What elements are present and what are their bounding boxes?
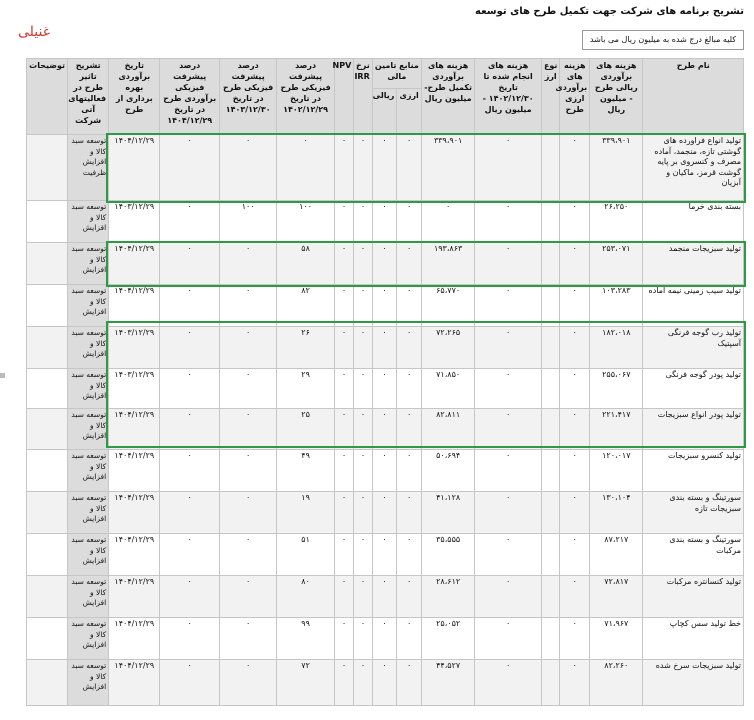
- cell-spent: ۰: [475, 409, 542, 450]
- cell-progress-1402: ۵۸: [277, 243, 334, 285]
- table-row: [27, 450, 744, 492]
- cell-progress-1404: ۰: [160, 201, 219, 243]
- cell-progress-1403: ۰: [219, 576, 276, 618]
- cell-fin-fx: ۰: [397, 243, 422, 285]
- cell-cost-rial: ۱۳۰،۱۰۴: [590, 492, 643, 534]
- cell-progress-1403: ۱۰۰: [219, 201, 276, 243]
- cell-progress-1402: ۲۵: [277, 409, 334, 450]
- cell-remaining: ۷۱،۸۵۰: [421, 369, 474, 409]
- cell-fx-type: [541, 660, 559, 706]
- cell-fin-fx: ۰: [397, 409, 422, 450]
- header-progress-1402: درصد پیشرفت فیزیکی طرح در تاریخ ۱۴۰۲/۱۲/۲۹: [277, 59, 334, 135]
- cell-fin-rial: ۰: [372, 327, 397, 369]
- cell-notes: [27, 492, 68, 534]
- cell-npv: ۰: [334, 576, 353, 618]
- cell-progress-1404: ۰: [160, 135, 219, 201]
- header-fx-type: نوع ارز: [541, 59, 559, 135]
- cell-progress-1403: ۰: [219, 369, 276, 409]
- cell-name: بسته بندی خرما: [643, 201, 744, 243]
- cell-cost-rial: ۸۷،۲۱۷: [590, 534, 643, 576]
- cell-fin-rial: ۰: [372, 576, 397, 618]
- cell-remaining: ۶۵،۷۷۰: [421, 285, 474, 327]
- cell-impact: توسعه سبد کالا و افزایش: [68, 450, 109, 492]
- cell-progress-1403: ۰: [219, 409, 276, 450]
- cell-fin-fx: ۰: [397, 618, 422, 660]
- cell-cost-fx: ۰: [560, 285, 590, 327]
- cell-fin-rial: ۰: [372, 135, 397, 201]
- header-progress-1404: درصد پیشرفت فیزیکی برآوردی طرح در تاریخ ۱۴۰۴/۱۲/۲۹: [160, 59, 219, 135]
- cell-irr: ۰: [354, 135, 372, 201]
- header-spent: هزینه های انجام شده تا تاریخ ۱۴۰۲/۱۲/۳۰ - میلیون ریال: [475, 59, 542, 135]
- cell-progress-1404: ۰: [160, 285, 219, 327]
- cell-impact: توسعه سبد کالا و افزایش: [68, 327, 109, 369]
- cell-fin-fx: ۰: [397, 327, 422, 369]
- cell-fin-fx: ۰: [397, 201, 422, 243]
- cell-progress-1403: ۰: [219, 660, 276, 706]
- cell-fin-rial: ۰: [372, 660, 397, 706]
- cell-notes: [27, 243, 68, 285]
- cell-fin-fx: ۰: [397, 369, 422, 409]
- cell-cost-fx: ۰: [560, 409, 590, 450]
- cell-operation-date: ۱۴۰۴/۱۲/۲۹: [109, 409, 160, 450]
- cell-spent: ۰: [475, 492, 542, 534]
- cell-name: خط تولید سس کچاپ: [643, 618, 744, 660]
- unit-note: کلیه مبالغ درج شده به میلیون ریال می باشد: [582, 30, 744, 50]
- cell-notes: [27, 534, 68, 576]
- cell-operation-date: ۱۴۰۳/۱۲/۲۹: [109, 369, 160, 409]
- cell-spent: ۰: [475, 576, 542, 618]
- table-row: [27, 285, 744, 327]
- table-row: [27, 660, 744, 706]
- cell-fin-rial: ۰: [372, 285, 397, 327]
- cell-notes: [27, 285, 68, 327]
- cell-name: تولید سبزیجات منجمد: [643, 243, 744, 285]
- cell-fx-type: [541, 534, 559, 576]
- cell-irr: ۰: [354, 534, 372, 576]
- cell-progress-1404: ۰: [160, 327, 219, 369]
- cell-name: تولید انواع فراورده های گوشتی تازه، منجمد، آماده مصرف و کنسروی بر پایه گوشت قرمز، ماکیان و آبزیان: [643, 135, 744, 201]
- cell-operation-date: ۱۴۰۴/۱۲/۲۹: [109, 618, 160, 660]
- cell-impact: توسعه سبد کالا و افزایش: [68, 618, 109, 660]
- cell-impact: توسعه سبد کالا و افزایش: [68, 660, 109, 706]
- cell-progress-1404: ۰: [160, 618, 219, 660]
- table-row: [27, 492, 744, 534]
- table-row: [27, 201, 744, 243]
- cell-name: سورتینگ و بسته بندی سبزیجات تازه: [643, 492, 744, 534]
- table-row: [27, 243, 744, 285]
- cell-notes: [27, 201, 68, 243]
- cell-progress-1403: ۰: [219, 534, 276, 576]
- cell-irr: ۰: [354, 327, 372, 369]
- table-row: [27, 409, 744, 450]
- cell-progress-1402: ۴۹: [277, 450, 334, 492]
- cell-irr: ۰: [354, 576, 372, 618]
- cell-fin-rial: ۰: [372, 409, 397, 450]
- cell-remaining: ۷۲،۲۶۵: [421, 327, 474, 369]
- cell-notes: [27, 450, 68, 492]
- cell-remaining: ۳۵،۵۵۵: [421, 534, 474, 576]
- table-row: [27, 135, 744, 201]
- cell-spent: ۰: [475, 285, 542, 327]
- cell-name: تولید پودر گوجه فرنگی: [643, 369, 744, 409]
- cell-fx-type: [541, 201, 559, 243]
- cell-fin-fx: ۰: [397, 660, 422, 706]
- cell-operation-date: ۱۴۰۴/۱۲/۲۹: [109, 285, 160, 327]
- cell-cost-fx: ۰: [560, 369, 590, 409]
- cell-impact: توسعه سبد کالا و افزایش ظرفیت: [68, 135, 109, 201]
- cell-remaining: ۸۲،۸۱۱: [421, 409, 474, 450]
- cell-impact: توسعه سبد کالا و افزایش: [68, 201, 109, 243]
- cell-fin-fx: ۰: [397, 450, 422, 492]
- cell-progress-1402: ۲۹: [277, 369, 334, 409]
- cell-notes: [27, 369, 68, 409]
- projects-table: [26, 58, 744, 706]
- cell-cost-fx: ۰: [560, 450, 590, 492]
- cell-cost-fx: ۰: [560, 135, 590, 201]
- header-operation-date: تاریخ برآوردی بهره برداری از طرح: [109, 59, 160, 135]
- cell-irr: ۰: [354, 492, 372, 534]
- cell-fin-rial: ۰: [372, 534, 397, 576]
- header-irr: نرخ IRR: [354, 59, 372, 135]
- cell-progress-1403: ۰: [219, 327, 276, 369]
- cell-spent: ۰: [475, 660, 542, 706]
- cell-npv: ۰: [334, 327, 353, 369]
- cell-fin-rial: ۰: [372, 369, 397, 409]
- cell-cost-rial: ۱۸۲،۰۱۸: [590, 327, 643, 369]
- cell-operation-date: ۱۴۰۴/۱۲/۲۹: [109, 534, 160, 576]
- cell-cost-rial: ۳۳۹،۹۰۱: [590, 135, 643, 201]
- cell-cost-fx: ۰: [560, 201, 590, 243]
- header-impact: تشریح تاثیر طرح در فعالیتهای آتی شرکت: [68, 59, 109, 135]
- cell-cost-fx: ۰: [560, 660, 590, 706]
- cell-fx-type: [541, 492, 559, 534]
- cell-cost-rial: ۲۶،۲۵۰: [590, 201, 643, 243]
- cell-operation-date: ۱۴۰۴/۱۲/۲۹: [109, 135, 160, 201]
- cell-spent: ۰: [475, 327, 542, 369]
- cell-progress-1403: ۰: [219, 450, 276, 492]
- cell-fx-type: [541, 135, 559, 201]
- cell-remaining: ۴۱،۱۲۸: [421, 492, 474, 534]
- cell-remaining: ۱۹۳،۸۶۳: [421, 243, 474, 285]
- cell-progress-1404: ۰: [160, 492, 219, 534]
- cell-spent: ۰: [475, 243, 542, 285]
- header-progress-1403: درصد پیشرفت فیزیکی طرح در تاریخ ۱۴۰۳/۱۲/۳۰: [219, 59, 276, 135]
- cell-irr: ۰: [354, 285, 372, 327]
- cell-remaining: ۵۰،۶۹۴: [421, 450, 474, 492]
- cell-fin-fx: ۰: [397, 534, 422, 576]
- cell-spent: ۰: [475, 369, 542, 409]
- cell-irr: ۰: [354, 409, 372, 450]
- cell-operation-date: ۱۴۰۳/۱۲/۲۹: [109, 201, 160, 243]
- cell-notes: [27, 135, 68, 201]
- cell-fin-fx: ۰: [397, 285, 422, 327]
- cell-progress-1402: ۸۰: [277, 576, 334, 618]
- cell-progress-1403: ۰: [219, 285, 276, 327]
- cell-irr: ۰: [354, 201, 372, 243]
- cell-fx-type: [541, 576, 559, 618]
- cell-name: تولید رب گوجه فرنگی آسپتیک: [643, 327, 744, 369]
- cell-irr: ۰: [354, 660, 372, 706]
- cell-operation-date: ۱۴۰۳/۱۲/۲۹: [109, 327, 160, 369]
- cell-fin-fx: ۰: [397, 576, 422, 618]
- cell-fin-rial: ۰: [372, 492, 397, 534]
- cell-remaining: ۰: [421, 201, 474, 243]
- cell-fin-rial: ۰: [372, 618, 397, 660]
- header-npv: NPV: [334, 59, 353, 135]
- cell-progress-1402: ۷۲: [277, 660, 334, 706]
- cell-cost-rial: ۷۱،۹۶۷: [590, 618, 643, 660]
- cell-cost-rial: ۲۲۱،۴۱۷: [590, 409, 643, 450]
- cell-operation-date: ۱۴۰۴/۱۲/۲۹: [109, 243, 160, 285]
- cell-cost-fx: ۰: [560, 243, 590, 285]
- cell-impact: توسعه سبد کالا و افزایش: [68, 409, 109, 450]
- cell-progress-1402: ۰: [277, 135, 334, 201]
- cell-progress-1402: ۲۶: [277, 327, 334, 369]
- cell-cost-fx: ۰: [560, 327, 590, 369]
- cell-name: تولید کنسانتره مرکبات: [643, 576, 744, 618]
- cell-name: تولید کنسرو سبزیجات: [643, 450, 744, 492]
- cell-progress-1404: ۰: [160, 576, 219, 618]
- cell-cost-rial: ۱۰۳،۲۸۳: [590, 285, 643, 327]
- header-cost-rial: هزینه های برآوردی ریالی طرح - میلیون ریال: [590, 59, 643, 135]
- cell-name: تولید پودر انواع سبزیجات: [643, 409, 744, 450]
- page-title: تشریح برنامه های شرکت جهت تکمیل طرح های توسعه: [475, 6, 744, 17]
- cell-notes: [27, 327, 68, 369]
- cell-npv: ۰: [334, 201, 353, 243]
- cell-fin-fx: ۰: [397, 492, 422, 534]
- cell-impact: توسعه سبد کالا و افزایش: [68, 534, 109, 576]
- cell-cost-rial: ۱۲۰،۰۱۷: [590, 450, 643, 492]
- cell-spent: ۰: [475, 450, 542, 492]
- cell-fin-rial: ۰: [372, 450, 397, 492]
- cell-fx-type: [541, 285, 559, 327]
- header-fin-fx: ارزی: [397, 89, 422, 135]
- cell-npv: ۰: [334, 660, 353, 706]
- header-financing: منابع تامین مالی: [372, 59, 421, 89]
- cell-spent: ۰: [475, 618, 542, 660]
- cell-notes: [27, 409, 68, 450]
- cell-progress-1403: ۰: [219, 243, 276, 285]
- table-row: [27, 576, 744, 618]
- cell-cost-fx: ۰: [560, 534, 590, 576]
- cell-remaining: ۲۸،۶۱۲: [421, 576, 474, 618]
- cell-fx-type: [541, 327, 559, 369]
- cell-cost-rial: ۸۲،۲۶۰: [590, 660, 643, 706]
- cell-spent: ۰: [475, 135, 542, 201]
- cell-operation-date: ۱۴۰۴/۱۲/۲۹: [109, 492, 160, 534]
- cell-progress-1404: ۰: [160, 369, 219, 409]
- cell-fin-fx: ۰: [397, 135, 422, 201]
- header-notes: توضیحات: [27, 59, 68, 135]
- table-row: [27, 618, 744, 660]
- header-remaining: هزینه های برآوردی تکمیل طرح- میلیون ریال: [421, 59, 474, 135]
- cell-irr: ۰: [354, 369, 372, 409]
- cell-npv: ۰: [334, 369, 353, 409]
- cell-remaining: ۲۵،۰۵۲: [421, 618, 474, 660]
- cell-npv: ۰: [334, 618, 353, 660]
- cell-npv: ۰: [334, 409, 353, 450]
- header-name: نام طرح: [643, 59, 744, 135]
- cell-remaining: ۴۴،۵۲۷: [421, 660, 474, 706]
- cell-cost-rial: ۲۵۵،۰۶۷: [590, 369, 643, 409]
- cell-notes: [27, 660, 68, 706]
- cell-impact: توسعه سبد کالا و افزایش: [68, 369, 109, 409]
- cell-cost-rial: ۲۵۳،۰۷۱: [590, 243, 643, 285]
- cell-operation-date: ۱۴۰۴/۱۲/۲۹: [109, 576, 160, 618]
- cell-npv: ۰: [334, 135, 353, 201]
- cell-notes: [27, 576, 68, 618]
- cell-cost-fx: ۰: [560, 618, 590, 660]
- cell-impact: توسعه سبد کالا و افزایش: [68, 285, 109, 327]
- side-marker: [0, 373, 5, 378]
- cell-progress-1402: ۸۲: [277, 285, 334, 327]
- cell-cost-fx: ۰: [560, 576, 590, 618]
- cell-spent: ۰: [475, 534, 542, 576]
- cell-npv: ۰: [334, 285, 353, 327]
- cell-progress-1403: ۰: [219, 135, 276, 201]
- cell-spent: ۰: [475, 201, 542, 243]
- cell-npv: ۰: [334, 534, 353, 576]
- cell-impact: توسعه سبد کالا و افزایش: [68, 243, 109, 285]
- cell-impact: توسعه سبد کالا و افزایش: [68, 492, 109, 534]
- header-cost-fx: هزینه های برآوردی ارزی طرح: [560, 59, 590, 135]
- cell-impact: توسعه سبد کالا و افزایش: [68, 576, 109, 618]
- cell-cost-fx: ۰: [560, 492, 590, 534]
- cell-progress-1404: ۰: [160, 450, 219, 492]
- cell-progress-1402: ۹۹: [277, 618, 334, 660]
- cell-npv: ۰: [334, 243, 353, 285]
- cell-fin-rial: ۰: [372, 243, 397, 285]
- table-row: [27, 534, 744, 576]
- cell-fin-rial: ۰: [372, 201, 397, 243]
- cell-progress-1403: ۰: [219, 492, 276, 534]
- cell-irr: ۰: [354, 243, 372, 285]
- cell-notes: [27, 618, 68, 660]
- cell-fx-type: [541, 243, 559, 285]
- cell-progress-1402: ۵۱: [277, 534, 334, 576]
- cell-operation-date: ۱۴۰۴/۱۲/۲۹: [109, 660, 160, 706]
- cell-operation-date: ۱۴۰۴/۱۲/۲۹: [109, 450, 160, 492]
- cell-progress-1404: ۰: [160, 660, 219, 706]
- cell-name: سورتینگ و بسته بندی مرکبات: [643, 534, 744, 576]
- cell-remaining: ۳۳۹،۹۰۱: [421, 135, 474, 201]
- cell-cost-rial: ۷۲،۸۱۷: [590, 576, 643, 618]
- cell-progress-1404: ۰: [160, 409, 219, 450]
- cell-progress-1402: ۱۹: [277, 492, 334, 534]
- cell-fx-type: [541, 450, 559, 492]
- cell-fx-type: [541, 369, 559, 409]
- cell-npv: ۰: [334, 492, 353, 534]
- cell-name: تولید سبزیجات سرخ شده: [643, 660, 744, 706]
- cell-progress-1404: ۰: [160, 243, 219, 285]
- company-logo: غنیلی: [18, 24, 51, 40]
- cell-name: تولید سیب زمینی نیمه آماده: [643, 285, 744, 327]
- cell-irr: ۰: [354, 450, 372, 492]
- cell-npv: ۰: [334, 450, 353, 492]
- table-row: [27, 327, 744, 369]
- table-row: [27, 369, 744, 409]
- cell-progress-1402: ۱۰۰: [277, 201, 334, 243]
- header-fin-rial: ریالی: [372, 89, 397, 135]
- cell-progress-1404: ۰: [160, 534, 219, 576]
- cell-progress-1403: ۰: [219, 618, 276, 660]
- cell-irr: ۰: [354, 618, 372, 660]
- cell-fx-type: [541, 618, 559, 660]
- cell-fx-type: [541, 409, 559, 450]
